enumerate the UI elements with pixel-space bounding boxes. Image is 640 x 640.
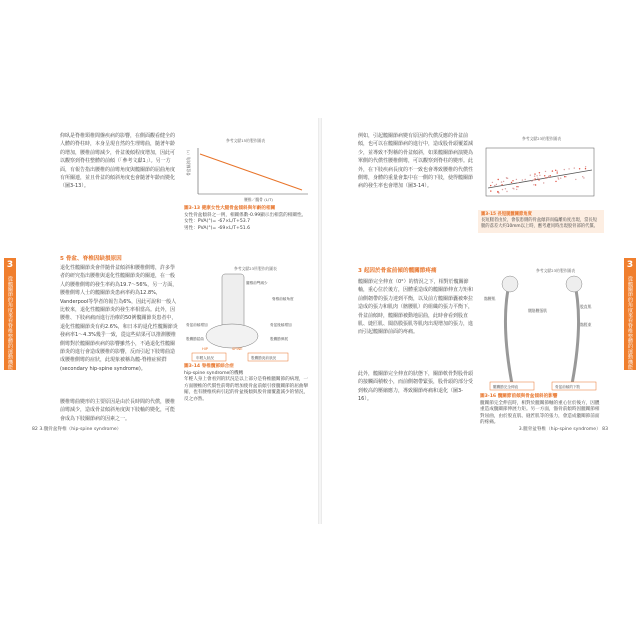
scatter-point — [555, 170, 556, 171]
right-page — [322, 118, 610, 524]
scatter-point — [502, 189, 503, 190]
left-page-number: 82 — [32, 427, 38, 432]
scatter-point — [522, 179, 523, 180]
scatter-point — [543, 182, 544, 183]
scatter-point — [498, 179, 499, 180]
figure-3-14-illustration — [184, 270, 314, 362]
scatter-point — [545, 177, 546, 178]
left-footer-chapter: 3.髖骨盆脊椎（hip-spine syndrome） — [39, 427, 122, 432]
figure-3-16-illustration — [482, 274, 606, 392]
scatter-point — [548, 176, 549, 177]
scatter-point — [568, 168, 569, 169]
figure-3-16-caption-text: 髖關節完全伸直時，相對於髖關節軸的重心位於後方，因體重造成髖關節伸展力矩。另一方面，髂骨前傾時因髖關節相對屈曲，由於股直肌、縫匠肌等的張力，會造成髖關節前面的疼痛。 — [480, 400, 600, 425]
figure-3-13-ylabel: 骨盆傾斜角（°） — [186, 147, 191, 176]
scatter-point — [530, 175, 531, 176]
scatter-point — [534, 178, 535, 179]
scatter-point — [564, 176, 565, 177]
leg-right — [572, 280, 579, 384]
scatter-point — [585, 166, 586, 167]
left-body-paragraph-3: 腰椎彎曲變形的主要原因是由於長時間的代償，腰椎前彎減少，造成骨盆傾斜角度與下肢軸的變化，可能會成為下肢關節病的因素之一。 — [60, 399, 176, 422]
scatter-point — [490, 185, 491, 186]
hip-joint-left — [502, 276, 518, 292]
scatter-point — [534, 176, 535, 177]
scatter-point — [557, 177, 558, 178]
scatter-point — [537, 178, 538, 179]
figure-3-13-caption-text: 女性骨盆傾斜之一例，相關係數-0.99顯示出相當的相關性。 — [184, 212, 307, 218]
scatter-point — [506, 191, 507, 192]
scatter-point — [574, 167, 575, 168]
leg-left — [505, 280, 512, 384]
spine-illustration — [222, 274, 244, 330]
label-hip-ext: 股關節伸展 — [270, 337, 288, 341]
scatter-point — [501, 181, 502, 182]
figure-3-13-caption — [184, 206, 312, 232]
scatter-point — [505, 188, 506, 189]
scatter-point — [558, 178, 559, 179]
scatter-point — [512, 180, 513, 181]
figure-3-13-chart — [184, 144, 314, 204]
scatter-point — [557, 171, 558, 172]
figure-3-16-caption — [480, 394, 604, 427]
scatter-point — [511, 182, 512, 183]
label-box-2: 股關節炎前狀況 — [251, 356, 277, 360]
figure-3-13-xlabel: 腰椎／髖骨 (L/T) — [244, 197, 273, 202]
figure-3-16-source: 參考文獻23的製作圖表 — [536, 268, 576, 273]
scatter-point — [585, 168, 586, 169]
figure-3-15-source: 參考文獻23的製作圖表 — [522, 136, 562, 141]
scatter-point — [516, 186, 517, 187]
label-hip-flex: 股關節屈曲 — [186, 337, 204, 341]
left-section-heading: 5 骨盆、脊椎因缺損原因 — [60, 256, 122, 262]
right-footer-chapter: 3.髖骨盆脊椎（hip-spine syndrome） — [518, 427, 601, 432]
scatter-point — [550, 175, 551, 176]
figure-3-13-caption-title: 圖3-13 健康女性大腿骨盆傾斜與年齡的相關 — [184, 206, 276, 211]
scatter-point — [582, 176, 583, 177]
figure-3-15-caption — [478, 210, 604, 233]
figure-3-13-formula-1: 女性：PVA(°)= -67×L/T+53.7 — [184, 219, 251, 224]
right-body-paragraph-1: 例如，引起髖關節病變有原因的代償反應的骨盆前傾，也可以在髖關節病的進行中，造成股骨頭覆蓋減少，並導致不對稱的骨盆傾斜，如果髖關節病演變為單側的代償性腰椎側彎，可以觀察到脊柱的變形。此外，在下肢疾病長度的不一致也會導致腰椎的代償性側彎，身體的重量會集中在一側的下肢，使得髖關節病的發生率也會增加（圖3-14）。 — [358, 133, 474, 190]
right-body-paragraph-3: 此外，髖關節完全伸直的狀態下，關節軟骨對股骨頭的接觸面積較小，而前側韌帶緊張，股骨頭的部分受到較高的壓縮應力，導致關節疼痛和退化（圖3-16）。 — [358, 371, 474, 403]
chapter-tab-number: 3 — [626, 260, 634, 270]
scatter-point — [564, 169, 565, 170]
scatter-point — [560, 178, 561, 179]
figure-3-13-formula-2: 男性：PVA(°)= -69×L/T+51.6 — [184, 225, 251, 231]
label-spine: SPINE — [232, 347, 243, 351]
hip-joint-right — [566, 276, 582, 292]
scatter-point — [533, 184, 534, 185]
figure-3-14-caption-text: 年輕人身上會看到的狀況是以上部分是脊椎髖關節的病理，一方面腰椎的代償性前彎的增加使骨盆前傾引發髖關節的屈曲攣縮，也有腰椎疾病引起的骨盆後傾與股骨頭覆蓋減少的情況，反之亦然。 — [184, 377, 309, 402]
scatter-point — [544, 175, 545, 176]
scatter-point — [525, 179, 526, 180]
figure-3-14-caption-title: 圖3-14 脊椎髖部綜合症 — [184, 364, 234, 369]
chapter-tab-number: 3 — [6, 260, 14, 270]
plot-frame — [486, 148, 594, 196]
scatter-point — [565, 176, 566, 177]
scatter-point — [539, 172, 540, 173]
scatter-point — [517, 182, 518, 183]
scatter-point — [545, 171, 546, 172]
scatter-point — [536, 175, 537, 176]
scatter-point — [575, 179, 576, 180]
scatter-point — [506, 177, 507, 178]
label-box-2: 骨盆前傾的下肢 — [555, 385, 581, 389]
regression-line — [200, 154, 302, 190]
figure-3-14-caption — [184, 364, 312, 403]
scatter-point — [516, 179, 517, 180]
label-tendon: 髂脛束 — [580, 322, 592, 327]
chapter-tab-title: 從髖關節的角度來看脊椎整體的運動機能 — [7, 276, 13, 370]
right-section-heading: 3 起因於骨盆前傾的髖關節疼痛 — [358, 268, 437, 274]
scatter-point — [490, 190, 491, 191]
scatter-point — [557, 172, 558, 173]
scatter-point — [555, 181, 556, 182]
label-posterior: 骨盆後傾增加 — [270, 323, 292, 327]
scatter-point — [494, 185, 495, 186]
figure-3-13-source: 參考文獻15的製作圖表 — [226, 138, 266, 143]
scatter-point — [538, 179, 539, 180]
scatter-point — [516, 189, 517, 190]
scatter-point — [535, 184, 536, 185]
scatter-point — [579, 168, 580, 169]
label-right: 股直肌 — [580, 304, 592, 309]
pelvis-illustration — [206, 324, 258, 348]
figure-3-15-caption-title: 圖3-15 長短腿髖關節角度 — [481, 212, 532, 217]
left-body-paragraph-1: 仰臥是脊椎頸椎間盤疾病的影響，在側面觀看健全的人體的脊柱時，本身呈現自然的生理彎曲，隨著年齡的增加，腰椎前彎減少，骨盆後傾程度增加，因此可以觀察到脊柱整體的前傾（「參考文獻1」）。另一方面，有報告指出腰椎的前彎角度與髖關節的屈曲角度有所關連，並且骨盆的傾斜角度也會隨著年齡而變化（圖3-13）。 — [60, 133, 176, 190]
figure-3-15-chart — [480, 142, 600, 206]
label-left: 髂腰肌 — [484, 296, 496, 301]
scatter-point — [533, 179, 534, 180]
scatter-point — [492, 182, 493, 183]
scatter-point — [534, 173, 535, 174]
scatter-point — [512, 188, 513, 189]
label-box-1: 髖關節完全伸直 — [493, 385, 519, 389]
scatter-point — [583, 177, 584, 178]
chapter-tab-title: 從髖關節的角度來看脊椎整體的運動機能 — [627, 276, 633, 370]
scatter-point — [498, 192, 499, 193]
left-page — [30, 118, 318, 524]
scatter-point — [552, 170, 553, 171]
right-footer — [519, 426, 608, 432]
left-body-paragraph-2: 退化性髖關節炎會伴隨骨盆傾斜和腰椎側彎，許多學者的研究指出腰椎與退化性髖關節炎的關連，在一般人的腰椎側彎的發生率約為19.7～56%，另一方面，腰椎側彎人士的髖關節炎患病率約為12.8%，Vanderpool等學者的報告為6%，因此可說和一般人比較來，退化性髖關節炎的發生率相當高。此外，因腰椎、下肢病痛而進行治療的50例髖關節炎患者中，退化性髖關節炎有約2.6%，和日本的退化性髖關節炎發病率1～4.3%幾乎一致，從這些結果可以推測腰椎側彎對於髖關節疾病的影響雖然小，不過退化性髖關節炎的進行會造成腰椎的影響，反而引起下肢彎曲造成腰椎側彎的症狀，此現象被稱為髖-脊椎症候群(secondary hip-spine syndrome)。 — [60, 265, 178, 372]
scatter-point — [531, 180, 532, 181]
label-hip: HIP — [202, 347, 208, 351]
label-anterior: 骨盆前傾增加 — [186, 323, 208, 327]
scatter-point — [496, 184, 497, 185]
figure-3-16-caption-title: 圖3-16 髖關節前傾與骨盆傾斜的影響 — [480, 394, 558, 399]
book-spread — [0, 118, 640, 524]
scatter-point — [501, 184, 502, 185]
scatter-point — [518, 186, 519, 187]
label-spine-neutral: 脊椎前傾角度 — [272, 297, 294, 301]
right-page-number: 83 — [602, 427, 608, 432]
label-center: 闊筋膜張肌 — [528, 308, 547, 313]
figure-3-15-caption-text: 長短腿者由於，會依患側的骨盆傾斜而偏離角度出現，當長短腿的落差大約10mm以上時，應考慮同時出現股骨部的代償。 — [481, 218, 598, 230]
right-body-paragraph-2: 髖關節完全伸直（0°）的情況之下，相對於髖關節軸，重心位於後方，因體重造成的髖關節伸直力矩和前側韌帶的張力達到平衡，以及前方髖關節囊被牽拉造成的張力和肌肉（髂腰肌）的組織的張力平衡下，骨盆前傾時，髖關節被動地屈曲，此時會看到股直肌、縫匠肌、闊筋膜張肌等肌肉出現增加的張力，進而引起髖關節前面的疼痛。 — [358, 279, 474, 336]
figure-3-14-caption-sub: hip-spine syndrome的機轉 — [184, 370, 244, 376]
figure-3-14-source: 參考文獻23所製作的圖表 — [234, 266, 277, 271]
scatter-point — [503, 181, 504, 182]
left-footer — [32, 426, 121, 432]
label-lumbar-lordosis: 腰椎前彎減少 — [246, 281, 268, 285]
label-box-1: 年輕人狀況 — [196, 356, 214, 360]
scatter-point — [539, 175, 540, 176]
